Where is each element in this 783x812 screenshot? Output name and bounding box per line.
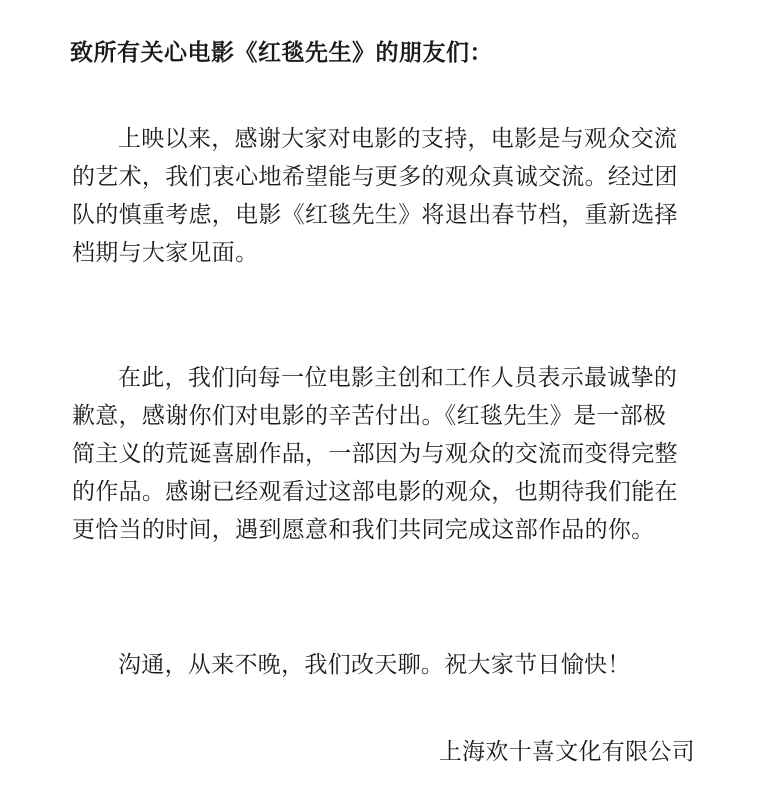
paragraph-line: 的作品。感谢已经观看过这部电影的观众，也期待我们能在 — [72, 479, 678, 505]
paragraph-line: 的艺术，我们衷心地希望能与更多的观众真诚交流。经过团 — [72, 164, 678, 190]
paragraph-line: 档期与大家见面。 — [72, 240, 259, 266]
paragraph-line: 在此，我们向每一位电影主创和工作人员表示最诚挚的 — [118, 365, 678, 391]
letter-paragraph-2 — [72, 359, 712, 549]
letter-signature: 上海欢十喜文化有限公司 — [438, 739, 695, 765]
paragraph-line: 上映以来，感谢大家对电影的支持，电影是与观众交流 — [118, 126, 678, 152]
letter-paragraph-3 — [72, 646, 712, 684]
letter-paragraph-1 — [72, 120, 712, 272]
paragraph-line: 简主义的荒诞喜剧作品，一部因为与观众的交流而变得完整 — [72, 441, 678, 467]
paragraph-line: 更恰当的时间，遇到愿意和我们共同完成这部作品的你。 — [72, 517, 655, 543]
paragraph-line: 队的慎重考虑，电影《红毯先生》将退出春节档，重新选择 — [72, 202, 678, 228]
paragraph-line: 歉意，感谢你们对电影的辛苦付出。《红毯先生》是一部极 — [72, 403, 667, 429]
letter-salutation: 致所有关心电影《红毯先生》的朋友们： — [70, 40, 493, 66]
paragraph-line: 沟通，从来不晚，我们改天聊。祝大家节日愉快！ — [118, 652, 631, 678]
